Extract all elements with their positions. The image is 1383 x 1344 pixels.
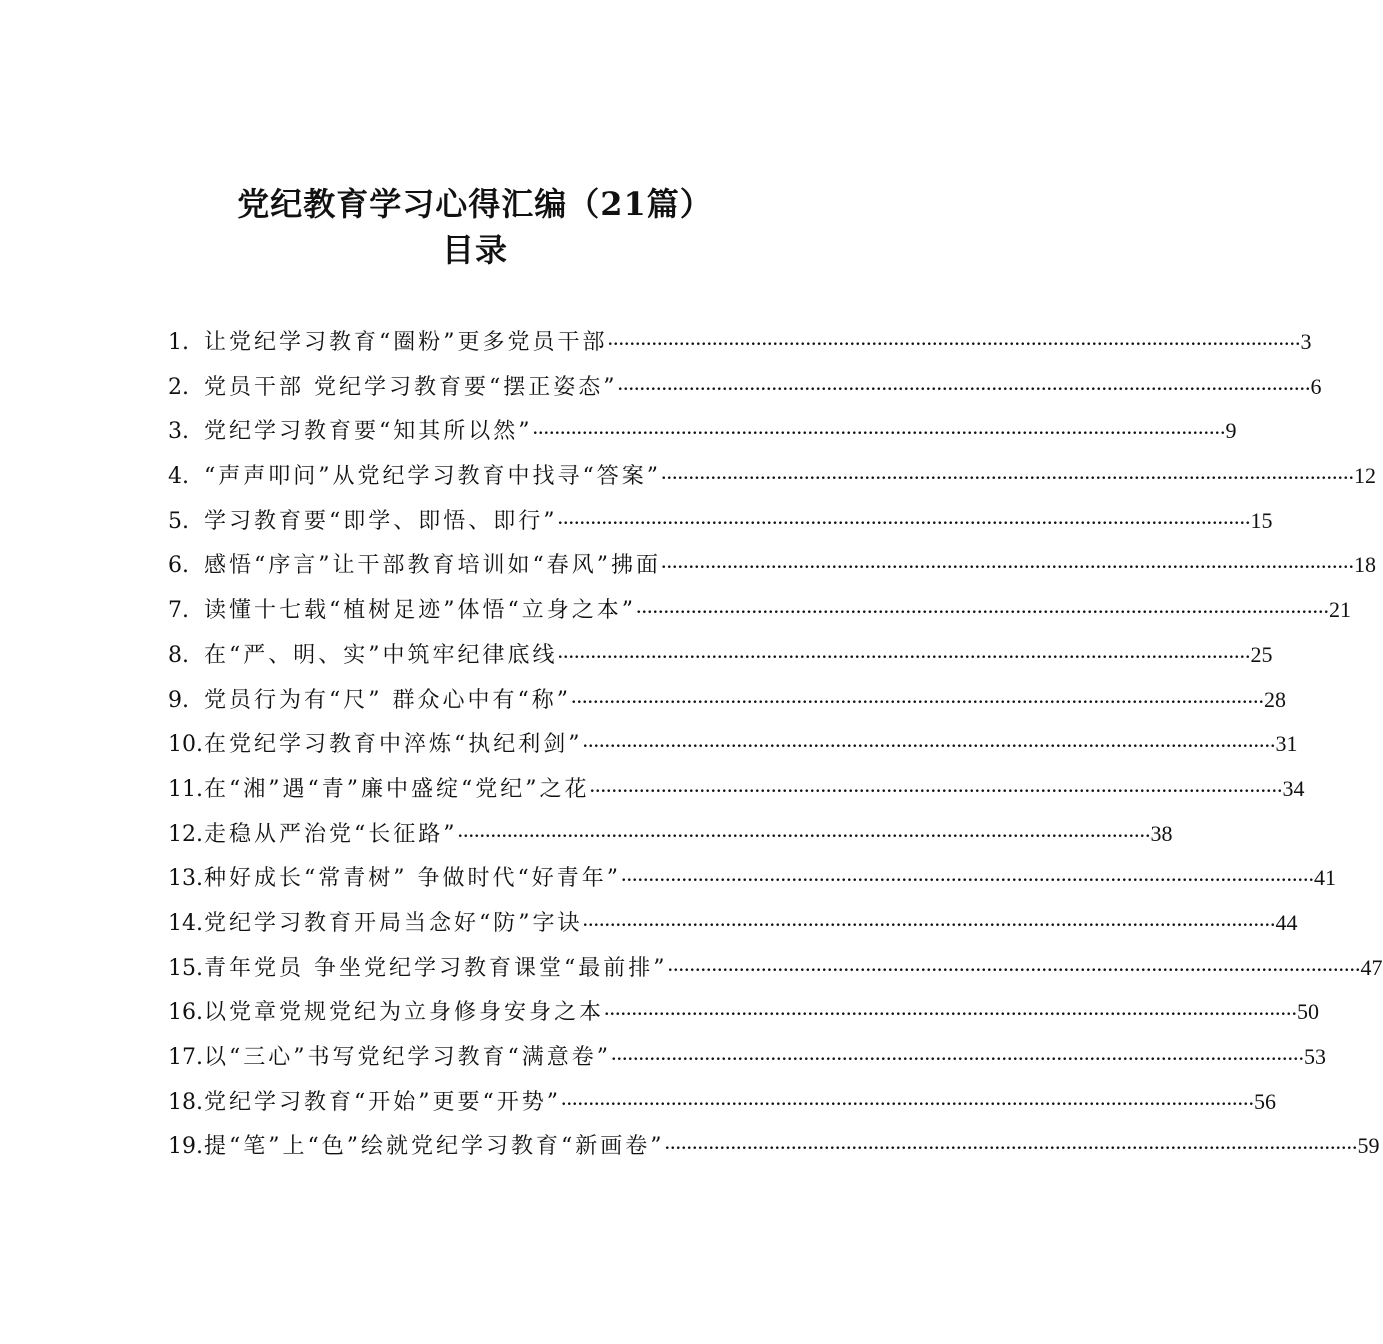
toc-leader-dots	[589, 763, 1282, 807]
toc-entry-number: 19.	[168, 1134, 203, 1160]
toc-entry-number: 4.	[168, 464, 189, 490]
toc-entry-page: 56	[1254, 1088, 1276, 1114]
toc-entry[interactable]	[168, 1124, 1380, 1169]
toc-entry-page: 25	[1250, 641, 1273, 667]
toc-entry-number: 5.	[168, 508, 189, 534]
toc-leader-dots	[458, 808, 1151, 852]
toc-entry[interactable]	[168, 812, 1173, 857]
toc-entry[interactable]	[168, 946, 1383, 991]
toc-entry[interactable]	[168, 990, 1320, 1035]
toc-entry-number: 2.	[168, 374, 189, 400]
toc-entry[interactable]	[168, 678, 1286, 723]
toc-entry-title: 让党纪学习教育“圈粉”更多党员干部	[204, 330, 608, 355]
toc-entry-title: 以“三心”书写党纪学习教育“满意卷”	[204, 1045, 611, 1070]
toc-leader-dots	[604, 986, 1297, 1030]
toc-leader-dots	[583, 718, 1276, 762]
toc-leader-dots	[533, 405, 1226, 449]
toc-entry[interactable]	[168, 1035, 1326, 1080]
toc-leader-dots	[571, 674, 1264, 718]
toc-entry-number: 11.	[168, 776, 203, 802]
toc-entry-page: 34	[1282, 775, 1305, 801]
toc-entry-title: 党员干部 党纪学习教育要“摆正姿态”	[204, 374, 618, 400]
toc-entry-page: 44	[1275, 909, 1298, 935]
toc-leader-dots	[661, 539, 1354, 583]
toc-entry-page: 41	[1313, 865, 1336, 891]
toc-entry-page: 53	[1304, 1044, 1326, 1069]
toc-entry-number: 12.	[168, 821, 203, 847]
toc-leader-dots	[668, 942, 1361, 986]
toc-entry-number: 13.	[168, 866, 203, 892]
toc-entry-number: 10.	[168, 732, 203, 758]
toc-entry[interactable]	[168, 543, 1376, 588]
table-of-contents	[168, 320, 1383, 1169]
toc-entry-title: 党纪学习教育开局当念好“防”字诀	[204, 910, 583, 936]
toc-entry[interactable]	[168, 588, 1351, 633]
toc-entry-page: 38	[1150, 820, 1173, 846]
toc-entry-title: 党员行为有“尺” 群众心中有“称”	[204, 687, 571, 713]
toc-leader-dots	[664, 1120, 1357, 1164]
toc-entry[interactable]	[168, 1080, 1276, 1125]
toc-entry-number: 6.	[168, 553, 189, 579]
toc-entry[interactable]	[168, 633, 1273, 678]
toc-entry-title: 在“湘”遇“青”廉中盛绽“党纪”之花	[204, 776, 590, 802]
toc-leader-dots	[611, 1031, 1304, 1075]
toc-entry-title: 在党纪学习教育中淬炼“执纪利剑”	[204, 732, 583, 758]
toc-entry-number: 3.	[168, 419, 189, 445]
toc-entry[interactable]	[168, 856, 1336, 901]
toc-entry[interactable]	[168, 365, 1322, 410]
toc-entry-page: 15	[1250, 507, 1273, 533]
toc-entry-number: 16.	[168, 1000, 203, 1026]
toc-entry-title: 党纪学习教育要“知其所以然”	[204, 419, 533, 445]
toc-entry-number: 8.	[168, 642, 189, 668]
toc-entry-page: 12	[1354, 463, 1376, 489]
toc-heading: 目录	[441, 231, 508, 269]
toc-entry-title: 走稳从严治党“长征路”	[204, 821, 458, 847]
toc-entry-page: 50	[1297, 999, 1320, 1025]
toc-entry[interactable]	[168, 320, 1312, 365]
toc-entry-number: 14.	[168, 910, 203, 936]
toc-entry[interactable]	[168, 499, 1273, 544]
toc-entry-page: 28	[1263, 686, 1286, 712]
toc-entry[interactable]	[168, 901, 1298, 946]
toc-leader-dots	[558, 495, 1251, 539]
toc-entry-page: 21	[1329, 597, 1351, 623]
toc-entry-title: 读懂十七载“植树足迹”体悟“立身之本”	[204, 598, 636, 624]
toc-entry-title: 提“笔”上“色”绘就党纪学习教育“新画卷”	[204, 1134, 665, 1160]
toc-entry[interactable]	[168, 722, 1298, 767]
toc-entry[interactable]	[168, 454, 1376, 499]
toc-leader-dots	[583, 897, 1276, 941]
toc-entry-number: 15.	[168, 955, 203, 981]
toc-entry-number: 1.	[168, 330, 189, 355]
toc-leader-dots	[661, 450, 1354, 494]
toc-leader-dots	[558, 629, 1251, 673]
toc-entry-number: 7.	[168, 598, 189, 624]
toc-entry[interactable]	[168, 767, 1305, 812]
toc-entry[interactable]	[168, 409, 1237, 454]
toc-entry-title: 种好成长“常青树” 争做时代“好青年”	[204, 866, 621, 892]
toc-entry-page: 31	[1275, 731, 1298, 757]
toc-entry-page: 47	[1360, 954, 1383, 980]
toc-entry-page: 18	[1354, 552, 1376, 578]
toc-leader-dots	[608, 316, 1301, 360]
toc-entry-page: 3	[1300, 329, 1312, 354]
toc-leader-dots	[621, 852, 1314, 896]
toc-entry-number: 9.	[168, 687, 189, 713]
toc-entry-page: 6	[1310, 373, 1322, 399]
toc-entry-title: “声声叩问”从党纪学习教育中找寻“答案”	[204, 464, 661, 490]
document-title: 党纪教育学习心得汇编（21篇）	[237, 185, 713, 223]
toc-leader-dots	[561, 1076, 1254, 1120]
toc-entry-title: 青年党员 争坐党纪学习教育课堂“最前排”	[204, 955, 668, 981]
toc-entry-page: 9	[1225, 418, 1237, 444]
toc-entry-number: 18.	[168, 1089, 203, 1115]
toc-entry-number: 17.	[168, 1045, 203, 1070]
toc-entry-title: 感悟“序言”让干部教育培训如“春风”拂面	[204, 553, 661, 579]
toc-entry-page: 59	[1357, 1133, 1380, 1159]
toc-entry-title: 在“严、明、实”中筑牢纪律底线	[204, 642, 558, 668]
toc-entry-title: 党纪学习教育“开始”更要“开势”	[204, 1089, 561, 1115]
toc-entry-title: 学习教育要“即学、即悟、即行”	[204, 508, 558, 534]
toc-entry-title: 以党章党规党纪为立身修身安身之本	[204, 1000, 605, 1026]
toc-leader-dots	[636, 584, 1329, 628]
toc-leader-dots	[618, 361, 1311, 405]
